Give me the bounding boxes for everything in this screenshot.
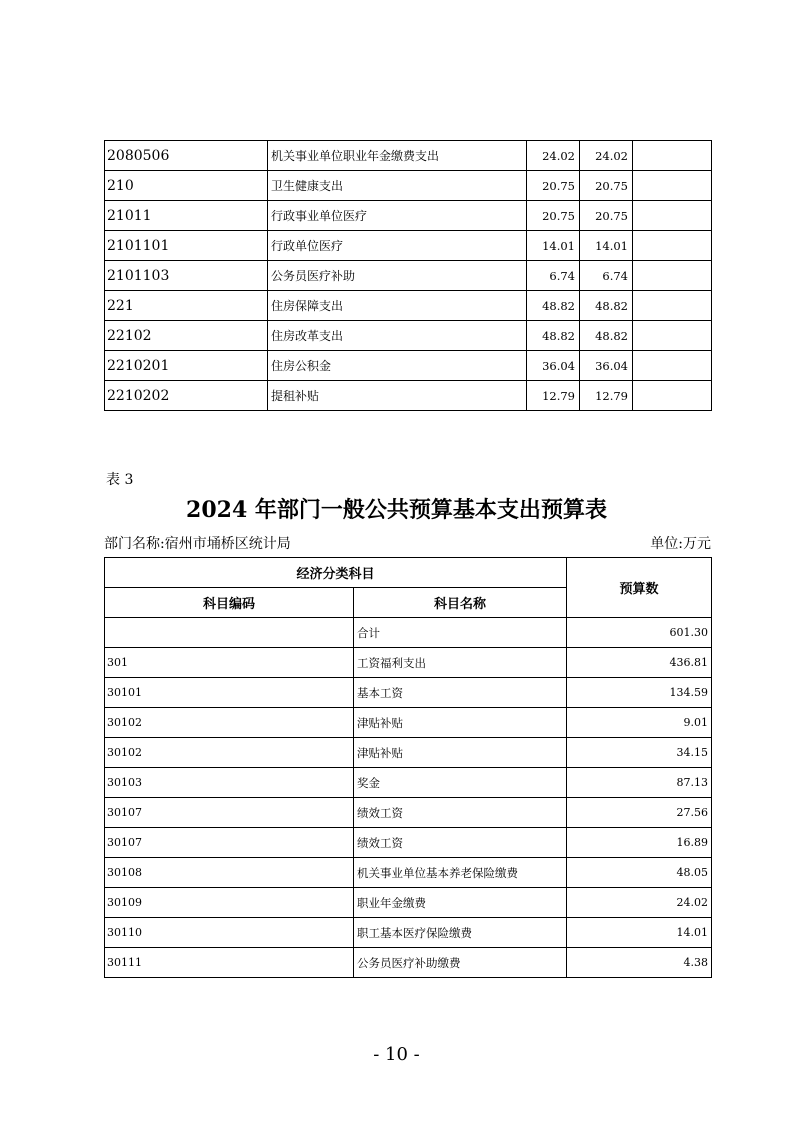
amount-project [633, 351, 712, 381]
subject-name: 公务员医疗补助缴费 [354, 948, 567, 978]
amount-project [633, 201, 712, 231]
amount-total: 20.75 [527, 201, 580, 231]
subject-name: 住房公积金 [268, 351, 527, 381]
subject-code: 30102 [105, 738, 354, 768]
subject-code: 30107 [105, 798, 354, 828]
budget-amount: 601.30 [567, 618, 712, 648]
subject-code: 2210201 [105, 351, 268, 381]
amount-total: 48.82 [527, 291, 580, 321]
amount-project [633, 141, 712, 171]
budget-amount: 134.59 [567, 678, 712, 708]
budget-amount: 14.01 [567, 918, 712, 948]
amount-total: 48.82 [527, 321, 580, 351]
amount-project [633, 381, 712, 411]
amount-basic: 12.79 [580, 381, 633, 411]
subject-name: 机关事业单位职业年金缴费支出 [268, 141, 527, 171]
budget-amount: 9.01 [567, 708, 712, 738]
subject-code: 30110 [105, 918, 354, 948]
amount-basic: 48.82 [580, 291, 633, 321]
subject-code: 301 [105, 648, 354, 678]
page-title: 2024 年部门一般公共预算基本支出预算表 [186, 497, 607, 523]
budget-amount: 24.02 [567, 888, 712, 918]
amount-basic: 14.01 [580, 231, 633, 261]
basic-expenditure-table [104, 557, 712, 978]
amount-total: 6.74 [527, 261, 580, 291]
table-row [105, 918, 712, 948]
budget-amount: 436.81 [567, 648, 712, 678]
amount-basic: 48.82 [580, 321, 633, 351]
amount-project [633, 291, 712, 321]
subject-name: 基本工资 [354, 678, 567, 708]
table-row [105, 888, 712, 918]
table-row [105, 201, 712, 231]
table-row [105, 948, 712, 978]
subject-name: 住房保障支出 [268, 291, 527, 321]
budget-amount: 4.38 [567, 948, 712, 978]
amount-project [633, 261, 712, 291]
table-row [105, 261, 712, 291]
table-label: 表 3 [106, 472, 134, 488]
subject-code: 30108 [105, 858, 354, 888]
subject-name: 行政单位医疗 [268, 231, 527, 261]
table-row [105, 231, 712, 261]
table-row [105, 618, 712, 648]
header-budget-amount: 预算数 [567, 558, 712, 618]
table-row [105, 708, 712, 738]
budget-amount: 34.15 [567, 738, 712, 768]
table-row [105, 738, 712, 768]
amount-basic: 20.75 [580, 201, 633, 231]
subject-name: 公务员医疗补助 [268, 261, 527, 291]
subject-code: 22102 [105, 321, 268, 351]
subject-code: 30107 [105, 828, 354, 858]
subject-name: 工资福利支出 [354, 648, 567, 678]
header-row [105, 558, 712, 588]
amount-basic: 20.75 [580, 171, 633, 201]
subject-name: 卫生健康支出 [268, 171, 527, 201]
budget-amount: 48.05 [567, 858, 712, 888]
department-name: 部门名称:宿州市埇桥区统计局 [104, 536, 291, 552]
subject-name: 住房改革支出 [268, 321, 527, 351]
table-row [105, 351, 712, 381]
header-subject-name: 科目名称 [354, 588, 567, 618]
amount-basic: 36.04 [580, 351, 633, 381]
budget-amount: 16.89 [567, 828, 712, 858]
header-economic-classification: 经济分类科目 [105, 558, 567, 588]
table-row [105, 798, 712, 828]
subject-code: 2101103 [105, 261, 268, 291]
budget-amount: 27.56 [567, 798, 712, 828]
subject-name: 绩效工资 [354, 798, 567, 828]
table-row [105, 171, 712, 201]
subject-name: 合计 [354, 618, 567, 648]
subject-code: 210 [105, 171, 268, 201]
subject-name: 津贴补贴 [354, 708, 567, 738]
subject-name: 提租补贴 [268, 381, 527, 411]
subject-name: 职业年金缴费 [354, 888, 567, 918]
table-row [105, 291, 712, 321]
subject-code: 30109 [105, 888, 354, 918]
subject-name: 津贴补贴 [354, 738, 567, 768]
subject-name: 职工基本医疗保险缴费 [354, 918, 567, 948]
subject-code: 30111 [105, 948, 354, 978]
table-row [105, 141, 712, 171]
subject-code: 2210202 [105, 381, 268, 411]
amount-project [633, 231, 712, 261]
amount-total: 14.01 [527, 231, 580, 261]
subject-code: 2080506 [105, 141, 268, 171]
subject-name: 机关事业单位基本养老保险缴费 [354, 858, 567, 888]
budget-amount: 87.13 [567, 768, 712, 798]
table-row [105, 321, 712, 351]
subject-name: 行政事业单位医疗 [268, 201, 527, 231]
subject-code: 2101101 [105, 231, 268, 261]
subject-code [105, 618, 354, 648]
table-row [105, 768, 712, 798]
table-row [105, 678, 712, 708]
amount-total: 12.79 [527, 381, 580, 411]
table-row [105, 858, 712, 888]
amount-project [633, 321, 712, 351]
subject-name: 奖金 [354, 768, 567, 798]
subject-code: 30102 [105, 708, 354, 738]
amount-basic: 24.02 [580, 141, 633, 171]
table-row [105, 828, 712, 858]
amount-total: 36.04 [527, 351, 580, 381]
subject-code: 30101 [105, 678, 354, 708]
subject-code: 221 [105, 291, 268, 321]
subject-code: 21011 [105, 201, 268, 231]
table-row [105, 381, 712, 411]
amount-total: 20.75 [527, 171, 580, 201]
top-budget-table [104, 140, 712, 411]
amount-total: 24.02 [527, 141, 580, 171]
amount-project [633, 171, 712, 201]
subject-name: 绩效工资 [354, 828, 567, 858]
subject-code: 30103 [105, 768, 354, 798]
unit-label: 单位:万元 [650, 536, 711, 552]
amount-basic: 6.74 [580, 261, 633, 291]
table-row [105, 648, 712, 678]
header-subject-code: 科目编码 [105, 588, 354, 618]
page-number: - 10 - [373, 1044, 420, 1065]
